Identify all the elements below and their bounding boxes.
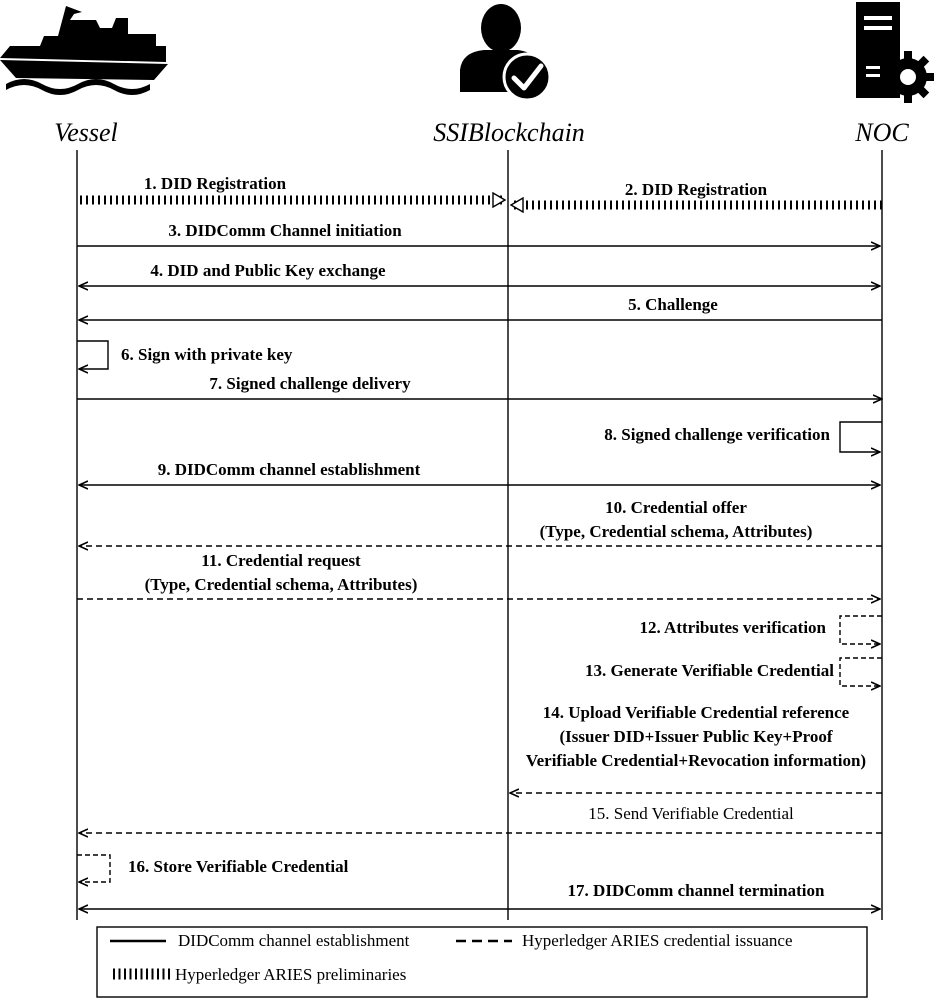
message-14-label-line3: Verifiable Credential+Revocation information) — [525, 751, 867, 770]
message-11 — [77, 551, 880, 599]
message-6-arrow — [77, 341, 108, 369]
message-8-label: 8. Signed challenge verification — [604, 425, 830, 444]
message-12-arrow — [840, 616, 882, 644]
message-10-label-line1: 10. Credential offer — [605, 498, 747, 517]
message-8-arrow — [840, 422, 882, 452]
message-5 — [79, 295, 882, 320]
legend-dashed-label: Hyperledger ARIES credential issuance — [522, 931, 793, 950]
message-6-label: 6. Sign with private key — [121, 345, 293, 364]
actor-noc-label: NOC — [855, 118, 909, 147]
message-14-label-line2: (Issuer DID+Issuer Public Key+Proof — [559, 727, 833, 746]
message-12 — [640, 616, 883, 644]
message-6 — [77, 341, 293, 369]
message-15-label: 15. Send Verifiable Credential — [588, 804, 794, 823]
server-gear-icon — [856, 2, 934, 103]
message-9-label: 9. DIDComm channel establishment — [157, 460, 421, 479]
message-16-label: 16. Store Verifiable Credential — [128, 857, 349, 876]
message-13 — [585, 658, 882, 686]
message-17-label: 17. DIDComm channel termination — [567, 881, 825, 900]
message-3 — [77, 221, 880, 246]
message-13-label: 13. Generate Verifiable Credential — [585, 661, 834, 680]
message-8 — [604, 422, 882, 452]
message-2 — [511, 180, 882, 205]
message-2-label: 2. DID Registration — [624, 180, 768, 199]
message-7 — [77, 374, 882, 399]
message-5-label: 5. Challenge — [628, 295, 718, 314]
message-9 — [79, 460, 880, 485]
message-14-label-line1: 14. Upload Verifiable Credential reference — [542, 703, 850, 722]
message-4-label: 4. DID and Public Key exchange — [150, 261, 386, 280]
message-17 — [79, 881, 880, 909]
message-10 — [79, 498, 882, 546]
message-1 — [80, 174, 505, 200]
message-10-label-line2: (Type, Credential schema, Attributes) — [539, 522, 813, 541]
verified-user-icon — [460, 4, 550, 100]
message-11-label-line1: 11. Credential request — [201, 551, 361, 570]
legend-hatched-label: Hyperledger ARIES preliminaries — [175, 965, 407, 984]
message-3-label: 3. DIDComm Channel initiation — [168, 221, 402, 240]
message-11-label-line2: (Type, Credential schema, Attributes) — [144, 575, 418, 594]
actor-blockchain-label: SSIBlockchain — [433, 118, 585, 147]
legend — [97, 927, 867, 997]
message-1-label: 1. DID Registration — [143, 174, 287, 193]
message-12-label: 12. Attributes verification — [639, 618, 826, 637]
message-7-label: 7. Signed challenge delivery — [209, 374, 411, 393]
message-14 — [510, 703, 882, 793]
message-4 — [79, 261, 880, 286]
ship-icon — [0, 6, 168, 95]
message-16 — [77, 855, 349, 882]
legend-solid-label: DIDComm channel establishment — [178, 931, 410, 950]
message-16-arrow — [77, 855, 110, 882]
actor-vessel-label: Vessel — [54, 118, 118, 147]
message-13-arrow — [840, 658, 882, 686]
message-15 — [79, 804, 882, 833]
